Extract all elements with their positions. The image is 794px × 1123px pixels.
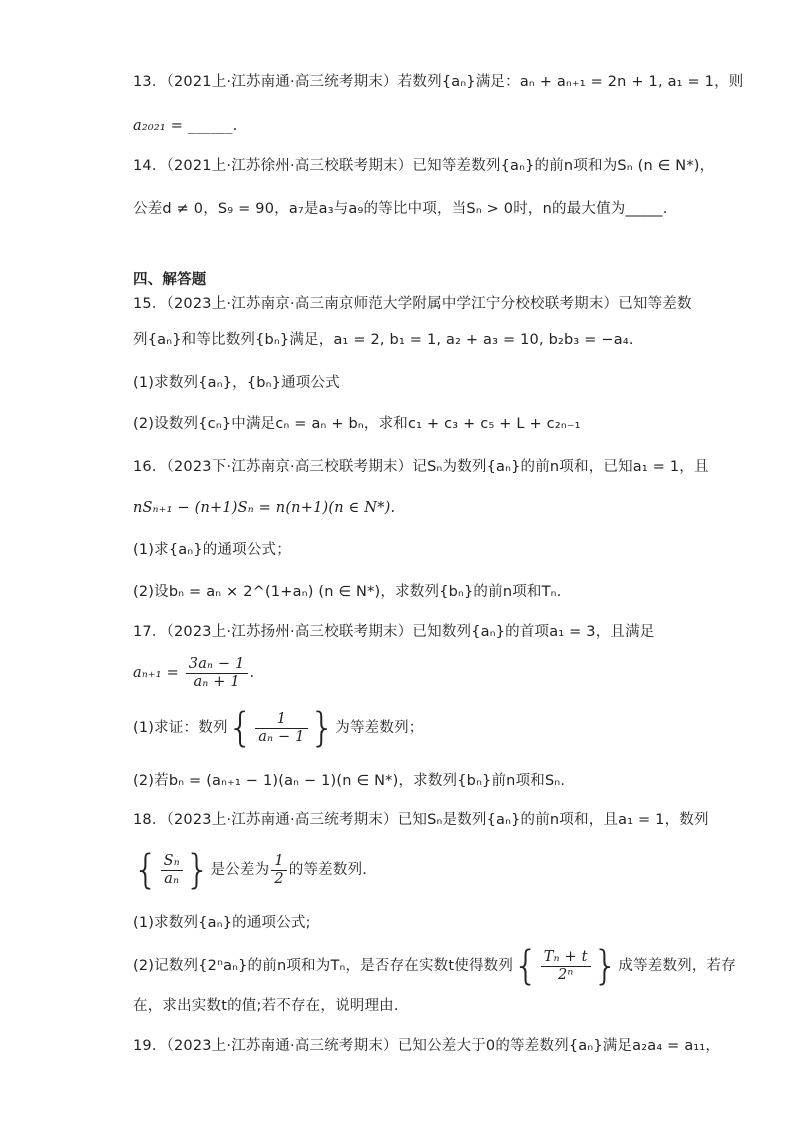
q14-line2: 公差d ≠ 0，S₉ = 90，a₇是a₃与a₉的等比中项，当Sₙ > 0时，n的最大值为_____. [133, 201, 668, 217]
section-heading: 四、解答题 [133, 272, 207, 288]
q18-line1: 18．（2023上·江苏南通·高三统考期末）已知Sₙ是数列{aₙ}的前n项和，且a₁ = 1，数列 [133, 812, 709, 828]
q18-part2-line2: 在，求出实数t的值;若不存在，说明理由. [133, 998, 399, 1014]
q17-p1-den: aₙ − 1 [258, 728, 305, 745]
q17-p1-fraction [255, 711, 307, 746]
q18-s-over-a [161, 853, 183, 888]
q17-frac-den: aₙ + 1 [193, 673, 240, 690]
q16-part2: (2)设bₙ = aₙ × 2^(1+aₙ) (n ∈ N*)，求数列{bₙ}的前n项和Tₙ. [133, 584, 562, 600]
q17-lhs: aₙ₊₁ = [133, 665, 179, 681]
q19-line1: 19．（2023上·江苏南通·高三统考期末）已知公差大于0的等差数列{aₙ}满足a₂a₄ = a₁₁， [133, 1038, 721, 1054]
q17-p1-pre: (1)求证：数列 [133, 720, 228, 736]
q16-line1: 16．（2023下·江苏南京·高三校联考期末）记Sₙ为数列{aₙ}的前n项和，已知a₁ = 1，且 [133, 459, 709, 475]
q18-frac-num: Sₙ [161, 853, 183, 871]
q17-p1-post: 为等差数列； [335, 720, 424, 736]
q17-part1: (1)求证：数列{ $\frac{1}{\text{aₙ − 1}}$ }为等差数列； [133, 705, 424, 751]
q17-line1: 17．（2023上·江苏扬州·高三校联考期末）已知数列{aₙ}的首项a₁ = 3，且满足 [133, 624, 655, 640]
q16-part1: (1)求{aₙ}的通项公式； [133, 542, 291, 558]
q18-p2-num: Tₙ + t [541, 949, 591, 967]
q17-frac-num: 3aₙ − 1 [186, 656, 248, 674]
q15-part1: (1)求数列{aₙ}，{bₙ}通项公式 [133, 375, 340, 391]
q14-line1: 14．（2021上·江苏徐州·高三校联考期末）已知等差数列{aₙ}的前n项和为Sₙ (n ∈ N*)， [133, 158, 715, 174]
q18-p2-post: 成等差数列，若存 [618, 958, 736, 974]
q13-line2: a₂₀₂₁ = ______. [133, 118, 238, 134]
q18-part1: (1)求数列{aₙ}的通项公式; [133, 915, 311, 931]
q16-line2: nSₙ₊₁ − (n+1)Sₙ = n(n+1)(n ∈ N*). [133, 500, 396, 516]
q17-line2 [133, 654, 254, 692]
q18-line2-end: 的等差数列. [288, 862, 368, 878]
q15-line1: 15．（2023上·江苏南京·高三南京师范大学附属中学江宁分校校联考期末）已知等差数 [133, 296, 692, 312]
q18-p2-pre: (2)记数列{2ⁿaₙ}的前n项和为Tₙ，是否存在实数t使得数列 [133, 958, 514, 974]
q15-part2: (2)设数列{cₙ}中满足cₙ = aₙ + bₙ，求和c₁ + c₃ + c₅ + L + c₂ₙ₋₁ [133, 416, 581, 432]
q18-p2-den: 2ⁿ [557, 966, 574, 983]
q13-line1: 13．（2021上·江苏南通·高三统考期末）若数列{aₙ}满足：aₙ + aₙ₊₁ = 2n + 1, a₁ = 1，则 [133, 74, 744, 90]
q18-line2: { $\frac{\text{Sₙ}}{\text{aₙ}}$ }是公差为 $\frac{1}{2}$ 的等差数列. [133, 847, 368, 893]
q18-frac-den: aₙ [164, 870, 180, 887]
q18-p2-fraction [541, 949, 591, 984]
q18-line2-mid: 是公差为 [210, 862, 270, 878]
q17-p1-num: 1 [255, 711, 307, 729]
q18-half-num: 1 [271, 853, 286, 871]
q17-line2-end: . [249, 665, 255, 681]
q17-fraction [186, 656, 248, 691]
q18-part2: (2)记数列{2ⁿaₙ}的前n项和为Tₙ，是否存在实数t使得数列{ $\frac{\text{Tₙ + t}}{\text{2ⁿ}}$ }成等差数列，若存 [133, 943, 736, 989]
q17-part2: (2)若bₙ = (aₙ₊₁ − 1)(aₙ − 1)(n ∈ N*)，求数列{bₙ}前n项和Sₙ. [133, 773, 566, 789]
q18-half-den: 2 [274, 870, 284, 887]
q18-half [271, 853, 286, 888]
q15-line2: 列{aₙ}和等比数列{bₙ}满足，a₁ = 2, b₁ = 1, a₂ + a₃ = 10, b₂b₃ = −a₄. [133, 332, 634, 348]
